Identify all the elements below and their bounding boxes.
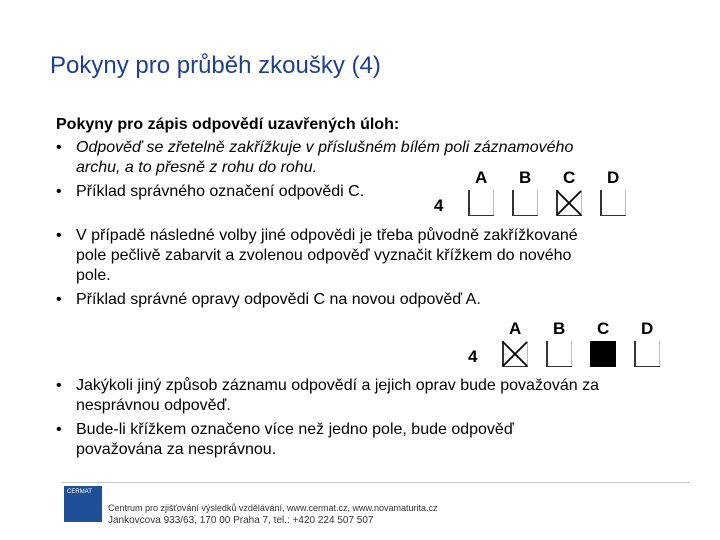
bullet-text: Odpověď se zřetelně zakřížkuje v příslušném bílém poli záznamového xyxy=(76,139,574,156)
bullet-item xyxy=(56,420,514,460)
footer-org-line: Centrum pro zjišťování výsledků vzdělávání, www.cermat.cz, www.novamaturita.cz xyxy=(108,503,438,513)
option-letter-b: B xyxy=(553,319,566,338)
cross-mark-icon xyxy=(502,341,528,367)
bullet-text: pole pečlivě zabarvit a zvolenou odpověď vyznačit křížkem do nového xyxy=(76,247,572,264)
answer-box-c-filled[interactable] xyxy=(590,341,616,367)
option-letter-a: A xyxy=(509,319,522,338)
answer-box-b-empty[interactable] xyxy=(512,190,538,216)
section-subtitle: Pokyny pro zápis odpovědí uzavřených úloh: xyxy=(56,116,400,133)
question-number: 4 xyxy=(468,347,478,366)
bullet-text: považována za nesprávnou. xyxy=(76,441,277,458)
option-letter-d: D xyxy=(607,168,620,187)
option-letter-b: B xyxy=(519,168,532,187)
bullet-text: Příklad správného označení odpovědi C. xyxy=(76,183,365,200)
bullet-marker: • xyxy=(56,139,62,156)
bullet-text: Bude-li křížkem označeno více než jedno pole, bude odpověď xyxy=(76,421,514,438)
bullet-text: V případě následné volby jiné odpovědi je třeba původně zakřížkované xyxy=(76,227,578,244)
bullet-marker: • xyxy=(56,183,62,200)
bullet-text: Jakýkoli jiný způsob záznamu odpovědí a jejich oprav bude považován za xyxy=(76,377,599,394)
bullet-item xyxy=(56,290,481,310)
bullet-item xyxy=(56,376,599,416)
cermat-logo xyxy=(64,486,102,522)
answer-box-a-empty[interactable] xyxy=(468,190,494,216)
bullet-item xyxy=(56,138,573,178)
option-letter-d: D xyxy=(641,319,654,338)
bullet-text: Příklad správné opravy odpovědi C na novou odpověď A. xyxy=(76,291,481,308)
logo-text: CERMAT xyxy=(67,489,92,495)
answer-box-b-empty[interactable] xyxy=(546,341,572,367)
answer-box-d-empty[interactable] xyxy=(634,341,660,367)
bullet-marker: • xyxy=(56,377,62,394)
cross-mark-icon xyxy=(556,190,582,216)
bullet-marker: • xyxy=(56,227,62,244)
footer-address-line: Jankovcova 933/63, 170 00 Praha 7, tel.: +420 224 507 507 xyxy=(108,515,374,526)
bullet-item xyxy=(56,226,578,286)
option-letter-c: C xyxy=(597,319,610,338)
bullet-item xyxy=(56,182,364,202)
answer-box-c-cross[interactable] xyxy=(556,190,582,216)
bullet-text: archu, a to přesně z rohu do rohu. xyxy=(76,159,318,176)
answer-box-d-empty[interactable] xyxy=(600,190,626,216)
option-letter-c: C xyxy=(563,168,576,187)
bullet-text: nesprávnou odpověď. xyxy=(76,397,231,414)
footer-divider xyxy=(62,482,690,483)
bullet-marker: • xyxy=(56,291,62,308)
answer-box-a-cross[interactable] xyxy=(502,341,528,367)
question-number: 4 xyxy=(434,196,444,215)
option-letter-a: A xyxy=(475,168,488,187)
bullet-text: pole. xyxy=(76,267,111,284)
bullet-marker: • xyxy=(56,421,62,438)
page-title: Pokyny pro průběh zkoušky (4) xyxy=(50,52,381,79)
